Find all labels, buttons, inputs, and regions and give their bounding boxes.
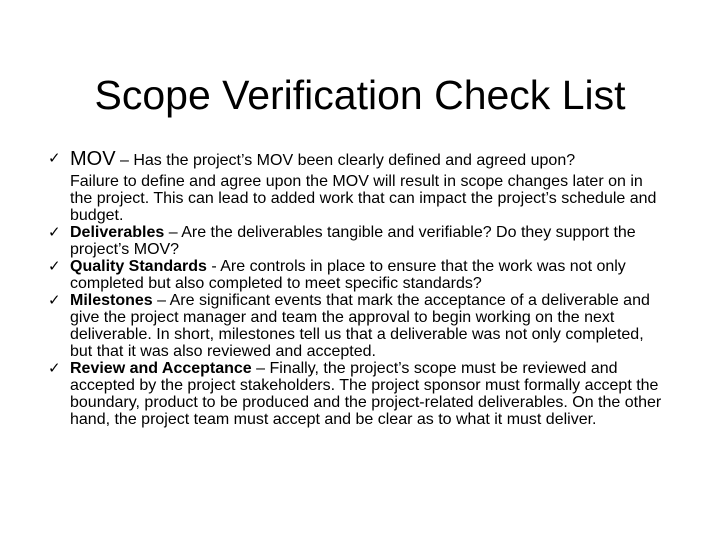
item-text: – Finally, the project’s scope must be reviewed and accepted by the project stakeholders. The project sponsor must formally accept the boundary, product to be produced and the project-related deliverables. On the other hand, the project team must accept and be clear as to what it must deliver. xyxy=(70,360,662,428)
item-text: – Are the deliverables tangible and verifiable? Do they support the project’s MOV? xyxy=(70,224,636,258)
check-mark-icon: ✓ xyxy=(48,224,61,241)
check-mark-icon: ✓ xyxy=(48,150,61,167)
slide-title: Scope Verification Check List xyxy=(94,72,626,119)
item-term: MOV xyxy=(70,148,116,170)
checklist-item-mov xyxy=(48,150,668,224)
checklist-item-milestones xyxy=(48,292,668,360)
item-term: Quality Standards xyxy=(70,258,207,275)
check-mark-icon: ✓ xyxy=(48,258,61,275)
item-text: - Are controls in place to ensure that the work was not only completed but also completed to meet specific standards? xyxy=(70,258,626,292)
checklist-item-quality-standards xyxy=(48,258,668,292)
item-term: Deliverables xyxy=(70,224,165,241)
checklist xyxy=(48,150,668,428)
checklist-item-review-and-acceptance xyxy=(48,360,668,428)
item-text: – Are significant events that mark the acceptance of a deliverable and give the project manager and team the approval to begin working on the next deliverable. In short, milestones tell us that a deliverable was not only completed, but that it was also reviewed and accepted. xyxy=(70,292,650,360)
check-mark-icon: ✓ xyxy=(48,360,61,377)
check-mark-icon: ✓ xyxy=(48,292,61,309)
item-continued-text: Failure to define and agree upon the MOV will result in scope changes later on in the project. This can lead to added work that can impact the project’s schedule and budget. xyxy=(70,173,657,224)
item-term: Review and Acceptance xyxy=(70,360,252,377)
item-text: – Has the project’s MOV been clearly defined and agreed upon? xyxy=(115,152,576,169)
checklist-item-deliverables xyxy=(48,224,668,258)
item-term: Milestones xyxy=(70,292,153,309)
